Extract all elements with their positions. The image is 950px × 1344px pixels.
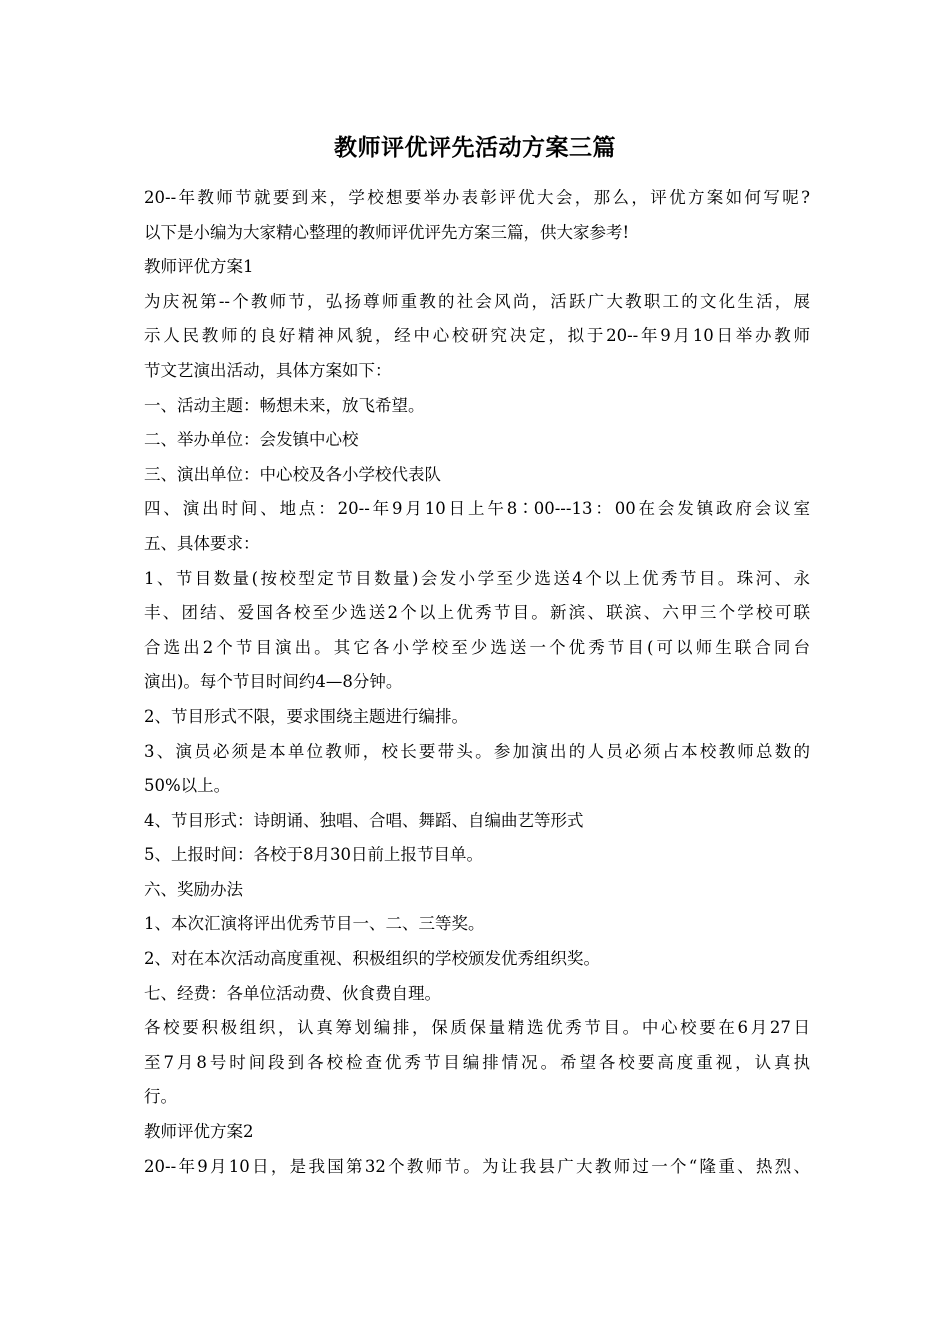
list-item: 1、本次汇演将评出优秀节目一、二、三等奖。 <box>144 914 485 934</box>
section-heading: 教师评优方案1 <box>144 257 254 277</box>
paragraph-line: 各校要积极组织，认真筹划编排，保质保量精选优秀节目。中心校要在6月27日 <box>144 1018 810 1038</box>
list-item: 三、演出单位：中心校及各小学校代表队 <box>144 464 441 484</box>
list-item: 四、演出时间、地点：20--年9月10日上午8∶00---13：00在会发镇政府会议室 <box>144 499 810 519</box>
document-title: 教师评优评先活动方案三篇 <box>334 134 616 161</box>
paragraph-line: 20--年教师节就要到来，学校想要举办表彰评优大会，那么，评优方案如何写呢? <box>144 188 810 207</box>
paragraph-line: 行。 <box>144 1087 177 1107</box>
paragraph-line: 节文艺演出活动，具体方案如下： <box>144 360 392 380</box>
paragraph-line: 演出)。每个节目时间约4—8分钟。 <box>144 672 403 692</box>
list-item: 一、活动主题：畅想未来，放飞希望。 <box>144 395 425 415</box>
paragraph-line: 3、演员必须是本单位教师，校长要带头。参加演出的人员必须占本校教师总数的 <box>144 741 810 761</box>
document-body <box>144 181 810 1184</box>
paragraph-line: 20--年9月10日，是我国第32个教师节。为让我县广大教师过一个“隆重、热烈、 <box>144 1156 810 1176</box>
list-item: 七、经费：各单位活动费、伙食费自理。 <box>144 983 441 1003</box>
paragraph-line: 合选出2个节目演出。其它各小学校至少选送一个优秀节目(可以师生联合同台 <box>144 637 810 657</box>
list-item: 二、举办单位：会发镇中心校 <box>144 430 359 450</box>
paragraph-line: 示人民教师的良好精神风貌，经中心校研究决定，拟于20--年9月10日举办教师 <box>144 326 810 346</box>
paragraph-line: 丰、团结、爱国各校至少选送2个以上优秀节目。新滨、联滨、六甲三个学校可联 <box>144 603 810 623</box>
list-item: 2、对在本次活动高度重视、积极组织的学校颁发优秀组织奖。 <box>144 949 600 969</box>
section-heading: 教师评优方案2 <box>144 1122 254 1142</box>
list-item: 4、节目形式：诗朗诵、独唱、合唱、舞蹈、自编曲艺等形式 <box>144 810 584 830</box>
list-item: 2、节目形式不限，要求围绕主题进行编排。 <box>144 706 468 726</box>
list-item: 五、具体要求： <box>144 533 260 553</box>
paragraph-line: 50%以上。 <box>144 776 231 796</box>
paragraph-line: 1、节目数量(按校型定节目数量)会发小学至少选送4个以上优秀节目。珠河、永 <box>144 568 810 588</box>
list-item: 六、奖励办法 <box>144 879 243 899</box>
paragraph-line: 至7月8号时间段到各校检查优秀节目编排情况。希望各校要高度重视，认真执 <box>144 1052 810 1072</box>
list-item: 5、上报时间：各校于8月30日前上报节目单。 <box>144 845 483 865</box>
paragraph-line: 为庆祝第--个教师节，弘扬尊师重教的社会风尚，活跃广大教职工的文化生活，展 <box>144 291 810 311</box>
paragraph-line: 以下是小编为大家精心整理的教师评优评先方案三篇，供大家参考! <box>144 222 630 242</box>
